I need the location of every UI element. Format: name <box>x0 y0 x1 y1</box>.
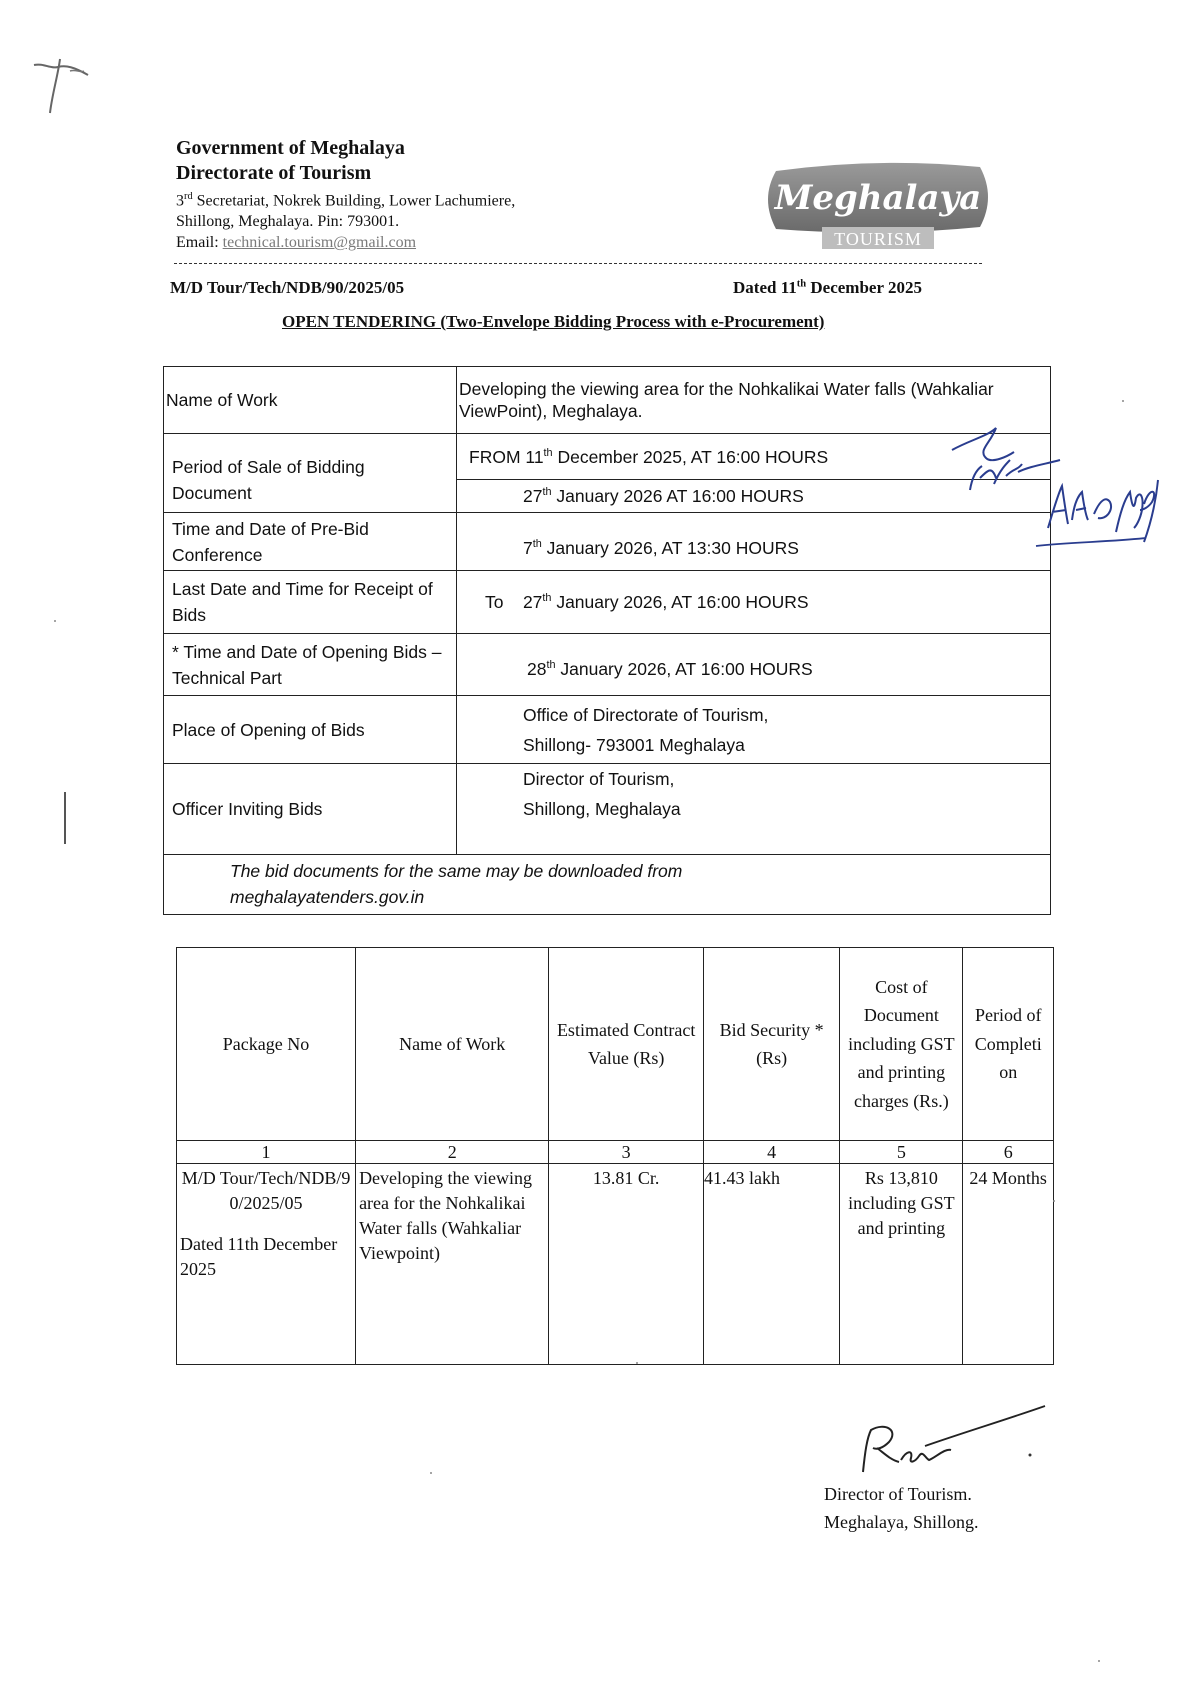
table-row <box>164 696 1051 764</box>
value-place: Office of Directorate of Tourism, Shillong- 793001 Meghalaya <box>457 696 1051 764</box>
table-row <box>164 571 1051 634</box>
value-opening: 28th January 2026, AT 16:00 HOURS <box>457 634 1051 696</box>
reference-number: M/D Tour/Tech/NDB/90/2025/05 <box>170 278 405 297</box>
label-name-of-work: Name of Work <box>164 367 457 434</box>
cell-estimated-value: 13.81 Cr. <box>549 1164 704 1365</box>
schedule-table <box>163 366 1051 915</box>
dated: Dated 11th December 2025 <box>733 278 922 297</box>
col-header-completion-period: Period of Completi on <box>963 948 1054 1141</box>
label-last-date: Last Date and Time for Receipt of Bids <box>164 571 457 634</box>
meghalaya-tourism-logo <box>758 157 998 253</box>
value-sale-to: 27th January 2026 AT 16:00 HOURS <box>457 480 1051 513</box>
value-sale-from: FROM 11th December 2025, AT 16:00 HOURS <box>457 434 1051 480</box>
cell-name-of-work: Developing the viewing area for the Nohkalikai Water falls (Wahkaliar Viewpoint) <box>356 1164 549 1365</box>
signature <box>855 1402 1055 1482</box>
value-pre-bid: 7th January 2026, AT 13:30 HOURS <box>457 513 1051 571</box>
logo-text: Meghalaya <box>774 178 982 218</box>
label-pre-bid: Time and Date of Pre-Bid Conference <box>164 513 457 571</box>
column-number: 4 <box>704 1141 840 1164</box>
column-number: 2 <box>356 1141 549 1164</box>
col-header-name-of-work: Name of Work <box>356 948 549 1141</box>
cell-document-cost: Rs 13,810 including GST and printing <box>840 1164 963 1365</box>
email-line: Email: technical.tourism@gmail.com <box>176 234 417 252</box>
column-number: 6 <box>963 1141 1054 1164</box>
package-table <box>176 947 1054 1365</box>
margin-mark <box>64 792 66 844</box>
signature-block <box>824 1480 978 1536</box>
logo-subtext: TOURISM <box>834 229 922 249</box>
col-header-bid-security: Bid Security *(Rs) <box>704 948 840 1141</box>
cell-bid-security: 41.43 lakh <box>704 1164 840 1365</box>
tender-heading: OPEN TENDERING (Two-Envelope Bidding Process with e-Procurement) <box>282 312 825 331</box>
table-row <box>164 367 1051 434</box>
table-row <box>164 634 1051 696</box>
value-last-date: To 27th January 2026, AT 16:00 HOURS <box>457 571 1051 634</box>
column-number-row <box>177 1141 1054 1164</box>
label-officer: Officer Inviting Bids <box>164 764 457 855</box>
signatory-location: Meghalaya, Shillong. <box>824 1512 979 1532</box>
col-header-estimated-value: Estimated Contract Value (Rs) <box>549 948 704 1141</box>
column-number: 3 <box>549 1141 704 1164</box>
label-place: Place of Opening of Bids <box>164 696 457 764</box>
label-opening: * Time and Date of Opening Bids – Technical Part <box>164 634 457 696</box>
dept-name: Directorate of Tourism <box>176 162 372 184</box>
value-officer: Director of Tourism, Shillong, Meghalaya <box>457 764 1051 855</box>
cell-package-no: M/D Tour/Tech/NDB/9 0/2025/05 Dated 11th December 2025 <box>177 1164 356 1365</box>
table-row <box>177 1164 1054 1365</box>
column-number: 5 <box>840 1141 963 1164</box>
column-number: 1 <box>177 1141 356 1164</box>
value-name-of-work: Developing the viewing area for the Nohkalikai Water falls (Wahkaliar ViewPoint), Meghalaya. <box>457 367 1051 434</box>
address-line-2: Shillong, Meghalaya. Pin: 793001. <box>176 213 400 231</box>
table-row <box>164 764 1051 855</box>
handwritten-initials <box>930 420 1170 560</box>
col-header-package-no: Package No <box>177 948 356 1141</box>
pen-mark <box>30 55 100 120</box>
table-header-row <box>177 948 1054 1141</box>
letterhead <box>176 136 606 253</box>
table-row <box>164 855 1051 915</box>
email-link[interactable]: technical.tourism@gmail.com <box>222 234 417 252</box>
col-header-document-cost: Cost of Document including GST and printing charges (Rs.) <box>840 948 963 1141</box>
address-line-1: 3rd Secretariat, Nokrek Building, Lower Lachumiere, <box>176 191 516 210</box>
signatory-title: Director of Tourism. <box>824 1484 972 1504</box>
table-row <box>164 513 1051 571</box>
cell-completion-period: 24 Months <box>963 1164 1054 1365</box>
download-note: The bid documents for the same may be downloaded from meghalayatenders.gov.in <box>164 855 1051 915</box>
table-row <box>164 434 1051 480</box>
download-link[interactable]: meghalayatenders.gov.in <box>230 886 425 907</box>
label-sale-period: Period of Sale of Bidding Document <box>164 434 457 513</box>
divider <box>174 263 982 264</box>
org-name: Government of Meghalaya <box>176 137 405 159</box>
